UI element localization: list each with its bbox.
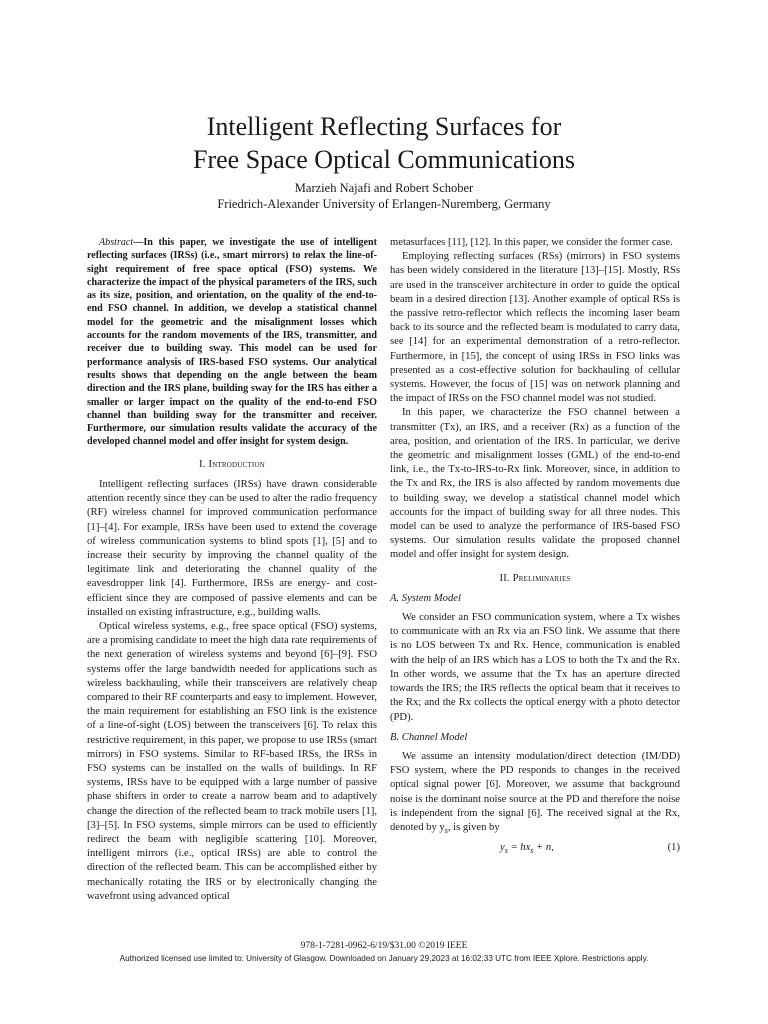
eq-y: y <box>500 842 505 854</box>
abstract <box>87 236 377 449</box>
paragraph: We consider an FSO communication system, where a Tx wishes to communicate with an Rx via an FSO link. We assume that there is no LOS between Tx and Rx. Hence, communication is enabled with the help of an IRS which has a LOS to both the Tx and the Rx. In other words, we assume that the Tx has an aperture directed towards the IRS; the IRS reflects the optical beam that it receives to the Rx; and the Rx collects the optical energy with a photo detector (PD). <box>390 612 680 723</box>
paragraph <box>390 750 680 838</box>
section-heading-preliminaries <box>390 572 680 586</box>
title-line-1: Intelligent Reflecting Surfaces for <box>206 112 562 141</box>
paragraph-text: We assume an intensity modulation/direct detection (IM/DD) FSO system, where the PD responds to changes in the received optical signal power [6]. Moreover, we assume that background noise is the dominant noise source at the PD and therefore the noise is independent from the signal [6]. The received signal at the Rx, denoted by y <box>390 750 680 833</box>
paragraph-tail: , is given by <box>447 821 500 833</box>
paragraph: Employing reflecting surfaces (RSs) (mirrors) in FSO systems has been widely considered in the literature [13]–[15]. Mostly, RSs are used in the transceiver architecture in order to guide the optical beam in a desired direction [13]. Another example of optical RSs is the passive retro-reflector which reflects the incoming laser beam back to its source and the reflected beam is modulated to carry data, see [14] for an experimental demonstration of a retro-reflector. Furthermore, in [15], the concept of using IRSs in FSO links was presented as a cost-effective solution for backhauling of cellular systems. However, the focus of [15] was on network planning and the impact of IRSs on the FSO channel model was not studied. <box>390 251 680 405</box>
title-line-2: Free Space Optical Communications <box>193 145 575 174</box>
right-column <box>390 236 680 858</box>
eq-tail: + n, <box>533 842 554 854</box>
abstract-lead: Abstract <box>99 237 134 248</box>
section-number: I. <box>199 458 206 470</box>
paragraph: In this paper, we characterize the FSO channel between a transmitter (Tx), an IRS, and a receiver (Rx) as a function of the area, position, and orientation of the IRS. In particular, we derive the geometric and misalignment losses (GML) of the end-to-end link, i.e., the Tx-to-IRS-to-Rx link. Moreover, since, in addition to the Tx and Rx, the IRS is also affected by random movements due to building sway, we develop a statistical channel model which accounts for the impact of building sway for all three nodes. This model can be used to analyze the performance of IRS-based FSO systems. Our simulation results validate the proposed channel model and offer insight for system design. <box>390 407 680 561</box>
section-title: Preliminaries <box>512 572 571 584</box>
section-heading-introduction <box>87 458 377 472</box>
author-block <box>0 180 768 212</box>
section-number: II. <box>499 572 510 584</box>
authors: Marzieh Najafi and Robert Schober <box>294 181 474 195</box>
subsection-heading-system-model: A. System Model <box>390 592 461 604</box>
license-notice: Authorized licensed use limited to: University of Glasgow. Downloaded on January 29,2023 at 16:02:33 UTC from IEEE Xplore. Restrictions apply. <box>119 954 649 963</box>
paragraph: Intelligent reflecting surfaces (IRSs) have drawn considerable attention recently since they can be used to alter the radio frequency (RF) wireless channel for improved communication performance [1]–[4]. For example, IRSs have been used to extend the coverage of wireless communication systems to blind spots [1], [5] and to increase their security by improving the channel quality of the legitimate link and deteriorating the channel quality of the eavesdropper link [4]. Furthermore, IRSs are energy- and cost-efficient since they are composed of passive elements and can be installed on existing infrastructure, e.g., building walls. <box>87 478 377 618</box>
equation <box>390 840 680 858</box>
equation-expression <box>500 841 554 858</box>
eq-mid: = hx <box>507 842 531 854</box>
affiliation: Friedrich-Alexander University of Erlangen-Nuremberg, Germany <box>217 197 551 211</box>
paper-title <box>0 110 768 176</box>
eq-sub: s <box>504 846 508 856</box>
subsection-heading-channel-model: B. Channel Model <box>390 731 468 743</box>
section-title: Introduction <box>208 458 265 470</box>
subscript: s <box>444 826 448 836</box>
equation-number: (1) <box>667 842 680 854</box>
paragraph: metasurfaces [11], [12]. In this paper, we consider the former case. <box>390 237 673 248</box>
abstract-text: —In this paper, we investigate the use of intelligent reflecting surfaces (IRSs) (i.e., smart mirrors) to relax the line-of-sight requirement of free space optical (FSO) systems. We characterize the impact of the physical parameters of the IRS, such as its size, position, and orientation, on the quality of the end-to-end FSO channel. In addition, we develop a statistical channel model for the geometric and the misalignment losses which accounts for the random movements of the IRS, transmitter, and receiver due to building sway. This model can be used for performance analysis of IRS-based FSO systems. Our analytical results shows that depending on the angle between the beam direction and the IRS plane, building sway for the IRS has either a smaller or larger impact on the quality of the end-to-end FSO channel than building sway for the transmitter and receiver. Furthermore, our simulation results validate the accuracy of the developed channel model and offer insight for system design. <box>87 237 377 448</box>
left-column <box>87 236 377 904</box>
paragraph: Optical wireless systems, e.g., free space optical (FSO) systems, are a promising candidate to meet the high data rate requirements of the next generation of wireless systems and beyond [6]–[9]. FSO systems offer the large bandwidth needed for applications such as wireless backhauling, while their transceivers are relatively cheap compared to their RF counterparts and easy to implement. However, the main requirement for establishing an FSO link is the existence of a line-of-sight (LOS) between the transceivers [6]. To relax this restrictive requirement, in this paper, we propose to use IRSs (smart mirrors) in FSO systems. Similar to RF-based IRSs, the IRSs in FSO systems can be installed on the walls of buildings. In RF systems, IRSs have to be equipped with a large number of passive phase shifters in order to create a narrow beam and to adaptively change the direction of the reflected beam to track mobile users [1], [3]–[5]. In FSO systems, simple mirrors can be used to efficiently redirect the beam with negligible scattering [10]. Moreover, intelligent mirrors (i.e., optical IRSs) are able to control the direction of the reflected beam. This can be accomplished either by mechanically rotating the IRS or by electronically changing the wavefront using advanced optical <box>87 620 377 902</box>
copyright-line: 978-1-7281-0962-6/19/$31.00 ©2019 IEEE <box>300 941 468 951</box>
eq-sub-2: s <box>530 846 534 856</box>
